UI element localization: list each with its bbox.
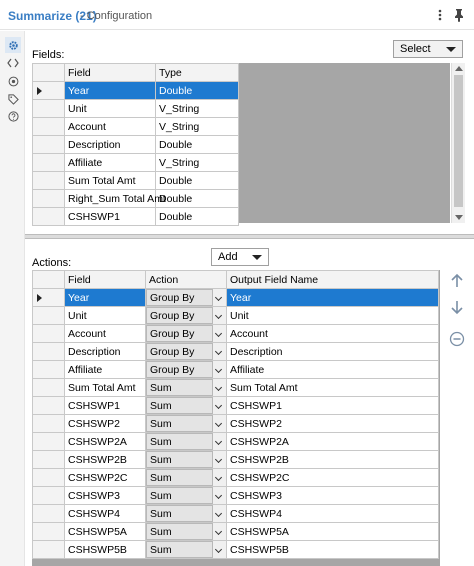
action-select[interactable] [146,307,227,325]
field-cell[interactable]: CSHSWP3 [65,487,146,505]
table-row[interactable] [33,172,239,190]
help-icon[interactable] [5,108,21,124]
output-field-cell[interactable]: CSHSWP1 [227,397,439,415]
chevron-down-icon[interactable] [212,541,226,558]
field-cell[interactable]: Sum Total Amt [65,379,146,397]
table-row[interactable] [33,325,439,343]
chevron-down-icon[interactable] [212,361,226,378]
row-selector[interactable] [33,190,65,208]
table-row[interactable] [33,100,239,118]
action-select[interactable] [146,505,227,523]
table-row[interactable] [33,136,239,154]
more-vertical-icon[interactable] [431,6,449,24]
field-cell[interactable]: Unit [65,100,156,118]
action-select-value: Sum [146,541,226,558]
output-field-cell[interactable]: CSHSWP2A [227,433,439,451]
table-row[interactable] [33,505,439,523]
output-field-cell[interactable]: CSHSWP2 [227,415,439,433]
row-selector[interactable] [33,172,65,190]
row-selector[interactable] [33,343,65,361]
actions-table [32,270,439,559]
chevron-down-icon[interactable] [212,523,226,540]
field-cell[interactable]: Account [65,118,156,136]
action-select[interactable] [146,433,227,451]
type-cell[interactable]: V_String [156,118,239,136]
row-pointer-icon [37,294,42,302]
row-selector[interactable] [33,505,65,523]
gear-icon[interactable] [5,37,21,53]
chevron-down-icon [446,47,456,52]
type-cell[interactable]: Double [156,208,239,226]
output-field-cell[interactable]: CSHSWP3 [227,487,439,505]
code-icon[interactable] [5,55,21,71]
type-cell[interactable]: Double [156,136,239,154]
action-select-value: Sum [146,415,226,432]
title-bar [0,0,474,30]
table-row[interactable] [33,433,439,451]
field-cell[interactable]: CSHSWP2 [65,415,146,433]
action-select[interactable] [146,541,227,559]
output-field-cell[interactable]: Unit [227,307,439,325]
row-selector[interactable] [33,397,65,415]
tag-icon[interactable] [5,91,21,107]
output-field-cell[interactable]: Affiliate [227,361,439,379]
action-select[interactable] [146,469,227,487]
table-row[interactable] [33,523,439,541]
output-field-cell[interactable]: Description [227,343,439,361]
chevron-down-icon[interactable] [212,487,226,504]
row-selector[interactable] [33,379,65,397]
table-row[interactable] [33,469,439,487]
row-selector[interactable] [33,415,65,433]
row-selector[interactable] [33,325,65,343]
select-dropdown[interactable] [393,40,463,58]
scroll-down-icon[interactable] [455,215,463,220]
fields-header-row [33,64,239,82]
action-select-value: Sum [146,379,226,396]
chevron-down-icon[interactable] [212,325,226,342]
column-header-action[interactable]: Action [146,271,227,289]
action-select-value: Group By [146,361,226,378]
scroll-thumb[interactable] [454,75,463,207]
output-field-cell[interactable]: Year [227,289,439,307]
action-select-value: Sum [146,397,226,414]
sidebar [0,31,25,566]
table-row[interactable] [33,361,439,379]
field-cell[interactable]: CSHSWP1 [65,208,156,226]
row-selector[interactable] [33,469,65,487]
action-select[interactable] [146,451,227,469]
actions-label: Actions: [32,257,72,269]
table-row[interactable] [33,379,439,397]
select-dropdown-label: Select [400,43,431,55]
action-select-value: Group By [146,325,226,342]
type-cell[interactable]: V_String [156,154,239,172]
row-selector[interactable] [33,154,65,172]
action-select[interactable] [146,523,227,541]
type-cell[interactable]: Double [156,190,239,208]
table-row[interactable] [33,307,439,325]
field-cell[interactable]: Description [65,343,146,361]
action-select-value: Group By [146,343,226,360]
field-cell[interactable]: CSHSWP2B [65,451,146,469]
field-cell[interactable]: CSHSWP2C [65,469,146,487]
add-dropdown-label: Add [218,251,238,263]
field-cell[interactable]: Affiliate [65,154,156,172]
table-row[interactable] [33,487,439,505]
scroll-up-icon[interactable] [455,66,463,71]
table-row[interactable] [33,451,439,469]
output-field-cell[interactable]: CSHSWP5B [227,541,439,559]
action-select[interactable] [146,343,227,361]
chevron-down-icon [252,255,262,260]
window-title: Summarize (21) [8,9,97,23]
table-row[interactable] [33,343,439,361]
chevron-down-icon[interactable] [212,397,226,414]
chevron-down-icon[interactable] [212,343,226,360]
remove-icon[interactable] [448,330,466,348]
column-header-type[interactable]: Type [156,64,239,82]
action-select[interactable] [146,415,227,433]
field-cell[interactable]: Affiliate [65,361,146,379]
row-selector[interactable] [33,100,65,118]
output-field-cell[interactable]: CSHSWP4 [227,505,439,523]
action-select-value: Sum [146,451,226,468]
field-cell[interactable]: Unit [65,307,146,325]
action-select-value: Sum [146,523,226,540]
table-row[interactable] [33,118,239,136]
fields-label: Fields: [32,49,65,61]
move-down-icon[interactable] [448,298,466,316]
action-select-value: Sum [146,505,226,522]
row-selector[interactable] [33,361,65,379]
field-cell[interactable]: Account [65,325,146,343]
output-field-cell[interactable]: CSHSWP2C [227,469,439,487]
chevron-down-icon[interactable] [212,433,226,450]
row-selector[interactable] [33,451,65,469]
chevron-down-icon[interactable] [212,415,226,432]
field-cell[interactable]: CSHSWP2A [65,433,146,451]
row-selector[interactable] [33,289,65,307]
row-selector[interactable] [33,523,65,541]
chevron-down-icon[interactable] [212,469,226,486]
actions-header-row [33,271,439,289]
chevron-down-icon[interactable] [212,289,226,306]
panel-splitter[interactable] [25,234,474,239]
output-field-cell[interactable]: CSHSWP2B [227,451,439,469]
row-selector[interactable] [33,433,65,451]
field-cell[interactable]: CSHSWP4 [65,505,146,523]
table-row[interactable] [33,208,239,226]
chevron-down-icon[interactable] [212,307,226,324]
row-selector[interactable] [33,136,65,154]
move-up-icon[interactable] [448,272,466,290]
field-cell[interactable]: Year [65,82,156,100]
target-icon[interactable] [5,73,21,89]
table-row[interactable] [33,415,439,433]
output-field-cell[interactable]: Sum Total Amt [227,379,439,397]
table-row[interactable] [33,397,439,415]
row-selector[interactable] [33,541,65,559]
row-selector-header [33,64,65,82]
action-select[interactable] [146,289,227,307]
window-subtitle: - Configuration [80,10,153,22]
row-selector-header [33,271,65,289]
table-row[interactable] [33,190,239,208]
row-selector[interactable] [33,82,65,100]
fields-table [32,63,239,226]
table-row[interactable] [33,289,439,307]
row-selector[interactable] [33,208,65,226]
action-select-value: Sum [146,433,226,450]
add-dropdown[interactable] [211,248,269,266]
row-selector[interactable] [33,487,65,505]
chevron-down-icon[interactable] [212,505,226,522]
type-cell[interactable]: Double [156,82,239,100]
type-cell[interactable]: V_String [156,100,239,118]
output-field-cell[interactable]: CSHSWP5A [227,523,439,541]
chevron-down-icon[interactable] [212,451,226,468]
field-cell[interactable]: CSHSWP1 [65,397,146,415]
row-selector[interactable] [33,307,65,325]
action-select-value: Sum [146,469,226,486]
row-selector[interactable] [33,118,65,136]
field-cell[interactable]: Sum Total Amt [65,172,156,190]
column-header-field[interactable]: Field [65,271,146,289]
chevron-down-icon[interactable] [212,379,226,396]
row-pointer-icon [37,87,42,95]
field-cell[interactable]: Right_Sum Total Amt [65,190,156,208]
column-header-field[interactable]: Field [65,64,156,82]
action-select[interactable] [146,361,227,379]
action-select-value: Sum [146,487,226,504]
pin-icon[interactable] [450,6,468,24]
fields-scrollbar[interactable] [451,63,465,223]
action-select[interactable] [146,379,227,397]
table-row[interactable] [33,154,239,172]
action-select[interactable] [146,487,227,505]
type-cell[interactable]: Double [156,172,239,190]
field-cell[interactable]: Description [65,136,156,154]
output-field-cell[interactable]: Account [227,325,439,343]
field-cell[interactable]: CSHSWP5B [65,541,146,559]
table-row[interactable] [33,541,439,559]
action-select[interactable] [146,325,227,343]
field-cell[interactable]: CSHSWP5A [65,523,146,541]
table-row[interactable] [33,82,239,100]
action-select-value: Group By [146,289,226,306]
action-select[interactable] [146,397,227,415]
action-select-value: Group By [146,307,226,324]
column-header-output-field-name[interactable]: Output Field Name [227,271,439,289]
field-cell[interactable]: Year [65,289,146,307]
